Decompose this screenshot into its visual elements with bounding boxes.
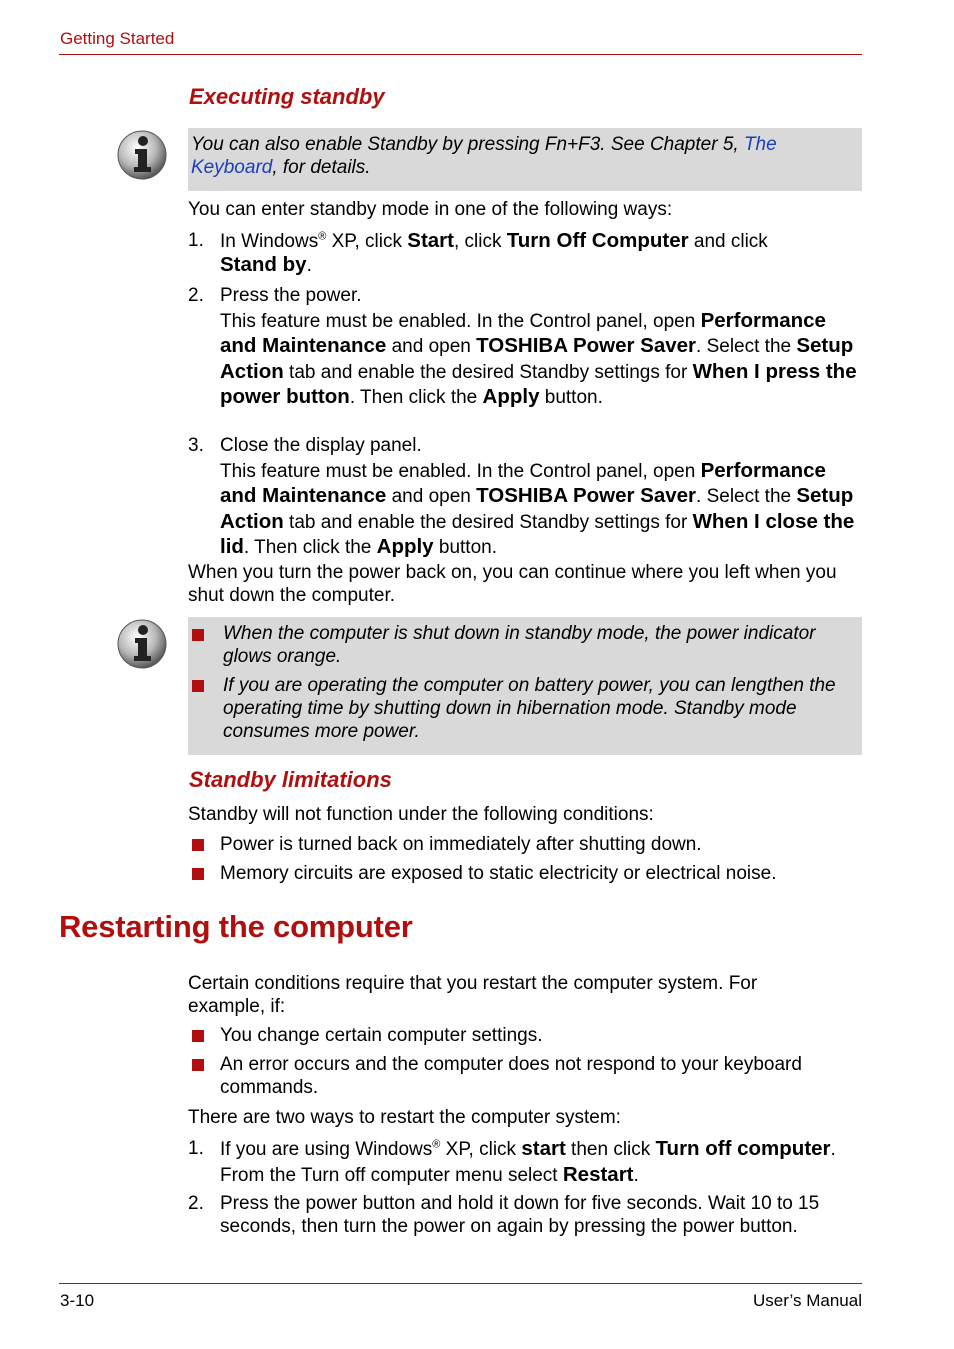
text: Press the power. [220, 285, 362, 306]
text: This feature must be enabled. In the Control panel, open [220, 310, 701, 332]
paragraph-after: When you turn the power back on, you can continue where you left when you shut down the computer. [188, 562, 837, 606]
ui-term: Apply [376, 535, 434, 559]
text: then click [565, 1139, 656, 1160]
list-number: 2. [188, 1193, 204, 1214]
list-item [220, 284, 860, 411]
text: . Select the [696, 336, 797, 358]
square-bullet [192, 1059, 204, 1071]
note-text-part: , for details. [272, 157, 371, 178]
list-item: Press the power button and hold it down for five seconds. Wait 10 to 15 seconds, then turn the power on again by pressing the power button. [220, 1193, 820, 1237]
ui-term: Restart [562, 1162, 634, 1186]
list-number: 2. [188, 285, 204, 306]
paragraph-limitations-intro: Standby will not function under the following conditions: [188, 804, 654, 825]
text: . Select the [696, 486, 797, 508]
ui-term: start [521, 1137, 566, 1160]
ui-term: Apply [482, 385, 540, 409]
text: This feature must be enabled. In the Control panel, open [220, 460, 701, 482]
ui-term: Performance and Maintenance [220, 308, 826, 358]
square-bullet [192, 1030, 204, 1042]
ui-term: Turn Off Computer [506, 229, 689, 252]
square-bullet [192, 680, 204, 692]
paragraph-intro: You can enter standby mode in one of the following ways: [188, 199, 673, 220]
page-number: 3-10 [60, 1291, 95, 1310]
text: If you are using Windows [220, 1139, 433, 1160]
square-bullet [192, 839, 204, 851]
list-item [220, 229, 865, 277]
footer-rule [59, 1283, 862, 1284]
text: XP, click [440, 1139, 522, 1160]
ui-term: Setup Action [220, 334, 854, 383]
info-icon [116, 129, 168, 181]
list-number: 1. [188, 230, 204, 251]
text: and click [688, 231, 768, 252]
text: In Windows [220, 231, 319, 252]
text: tab and enable the desired Standby settings for [283, 511, 693, 533]
info-icon [116, 618, 168, 670]
text: . Then click the [243, 537, 377, 559]
registered-mark: ® [318, 230, 327, 243]
section-heading-executing-standby: Executing standby [189, 84, 385, 109]
header-rule [59, 54, 862, 55]
text: . From the Turn off computer menu select [220, 1139, 836, 1186]
ui-term: When I press the power button [220, 359, 857, 409]
ui-term: Performance and Maintenance [220, 458, 826, 508]
note-box [188, 128, 862, 191]
ui-term: When I close the lid [220, 509, 855, 559]
paragraph-restart-intro: Certain conditions require that you restart the computer system. For example, if: [188, 973, 758, 1017]
text: . [633, 1164, 639, 1186]
note-text [191, 133, 856, 179]
running-header: Getting Started [60, 29, 175, 48]
list-item: An error occurs and the computer does not respond to your keyboard commands. [220, 1054, 802, 1098]
ui-term: TOSHIBA Power Saver [476, 484, 697, 508]
text: , click [454, 231, 507, 252]
text: button. [433, 537, 497, 559]
ui-term: TOSHIBA Power Saver [476, 334, 697, 358]
text: button. [539, 387, 603, 409]
list-number: 1. [188, 1138, 204, 1159]
text: . Then click the [349, 387, 483, 409]
paragraph-restart-ways: There are two ways to restart the computer system: [188, 1107, 621, 1128]
list-number: 3. [188, 435, 204, 456]
ui-term: Turn off computer [655, 1137, 831, 1160]
note-text-part: You can also enable Standby by pressing Fn+F3. See Chapter 5, [191, 134, 744, 155]
ui-term: Stand by [220, 253, 307, 276]
note-text: If you are operating the computer on battery power, you can lengthen the operating time by shutting down in hibernation mode. Standby mode consumes more power. [223, 675, 836, 742]
list-item [220, 434, 860, 561]
link-the-keyboard[interactable]: The Keyboard [191, 134, 777, 178]
list-item [220, 1137, 860, 1188]
text: tab and enable the desired Standby settings for [283, 361, 693, 383]
page-title: Restarting the computer [59, 909, 413, 944]
manual-title: User’s Manual [753, 1291, 862, 1310]
text: Close the display panel. [220, 435, 422, 456]
note-box [188, 617, 862, 755]
registered-mark: ® [432, 1138, 441, 1151]
ui-term: Setup Action [220, 484, 854, 533]
text: and open [386, 336, 477, 358]
square-bullet [192, 868, 204, 880]
note-text: When the computer is shut down in standby mode, the power indicator glows orange. [223, 623, 816, 667]
text: XP, click [326, 231, 408, 252]
ui-term: Start [407, 229, 454, 252]
section-heading-standby-limitations: Standby limitations [189, 767, 392, 792]
text: . [306, 255, 312, 276]
list-item: Power is turned back on immediately after shutting down. [220, 834, 702, 855]
square-bullet [192, 629, 204, 641]
text: and open [386, 486, 477, 508]
list-item: Memory circuits are exposed to static electricity or electrical noise. [220, 863, 777, 884]
list-item: You change certain computer settings. [220, 1025, 543, 1046]
